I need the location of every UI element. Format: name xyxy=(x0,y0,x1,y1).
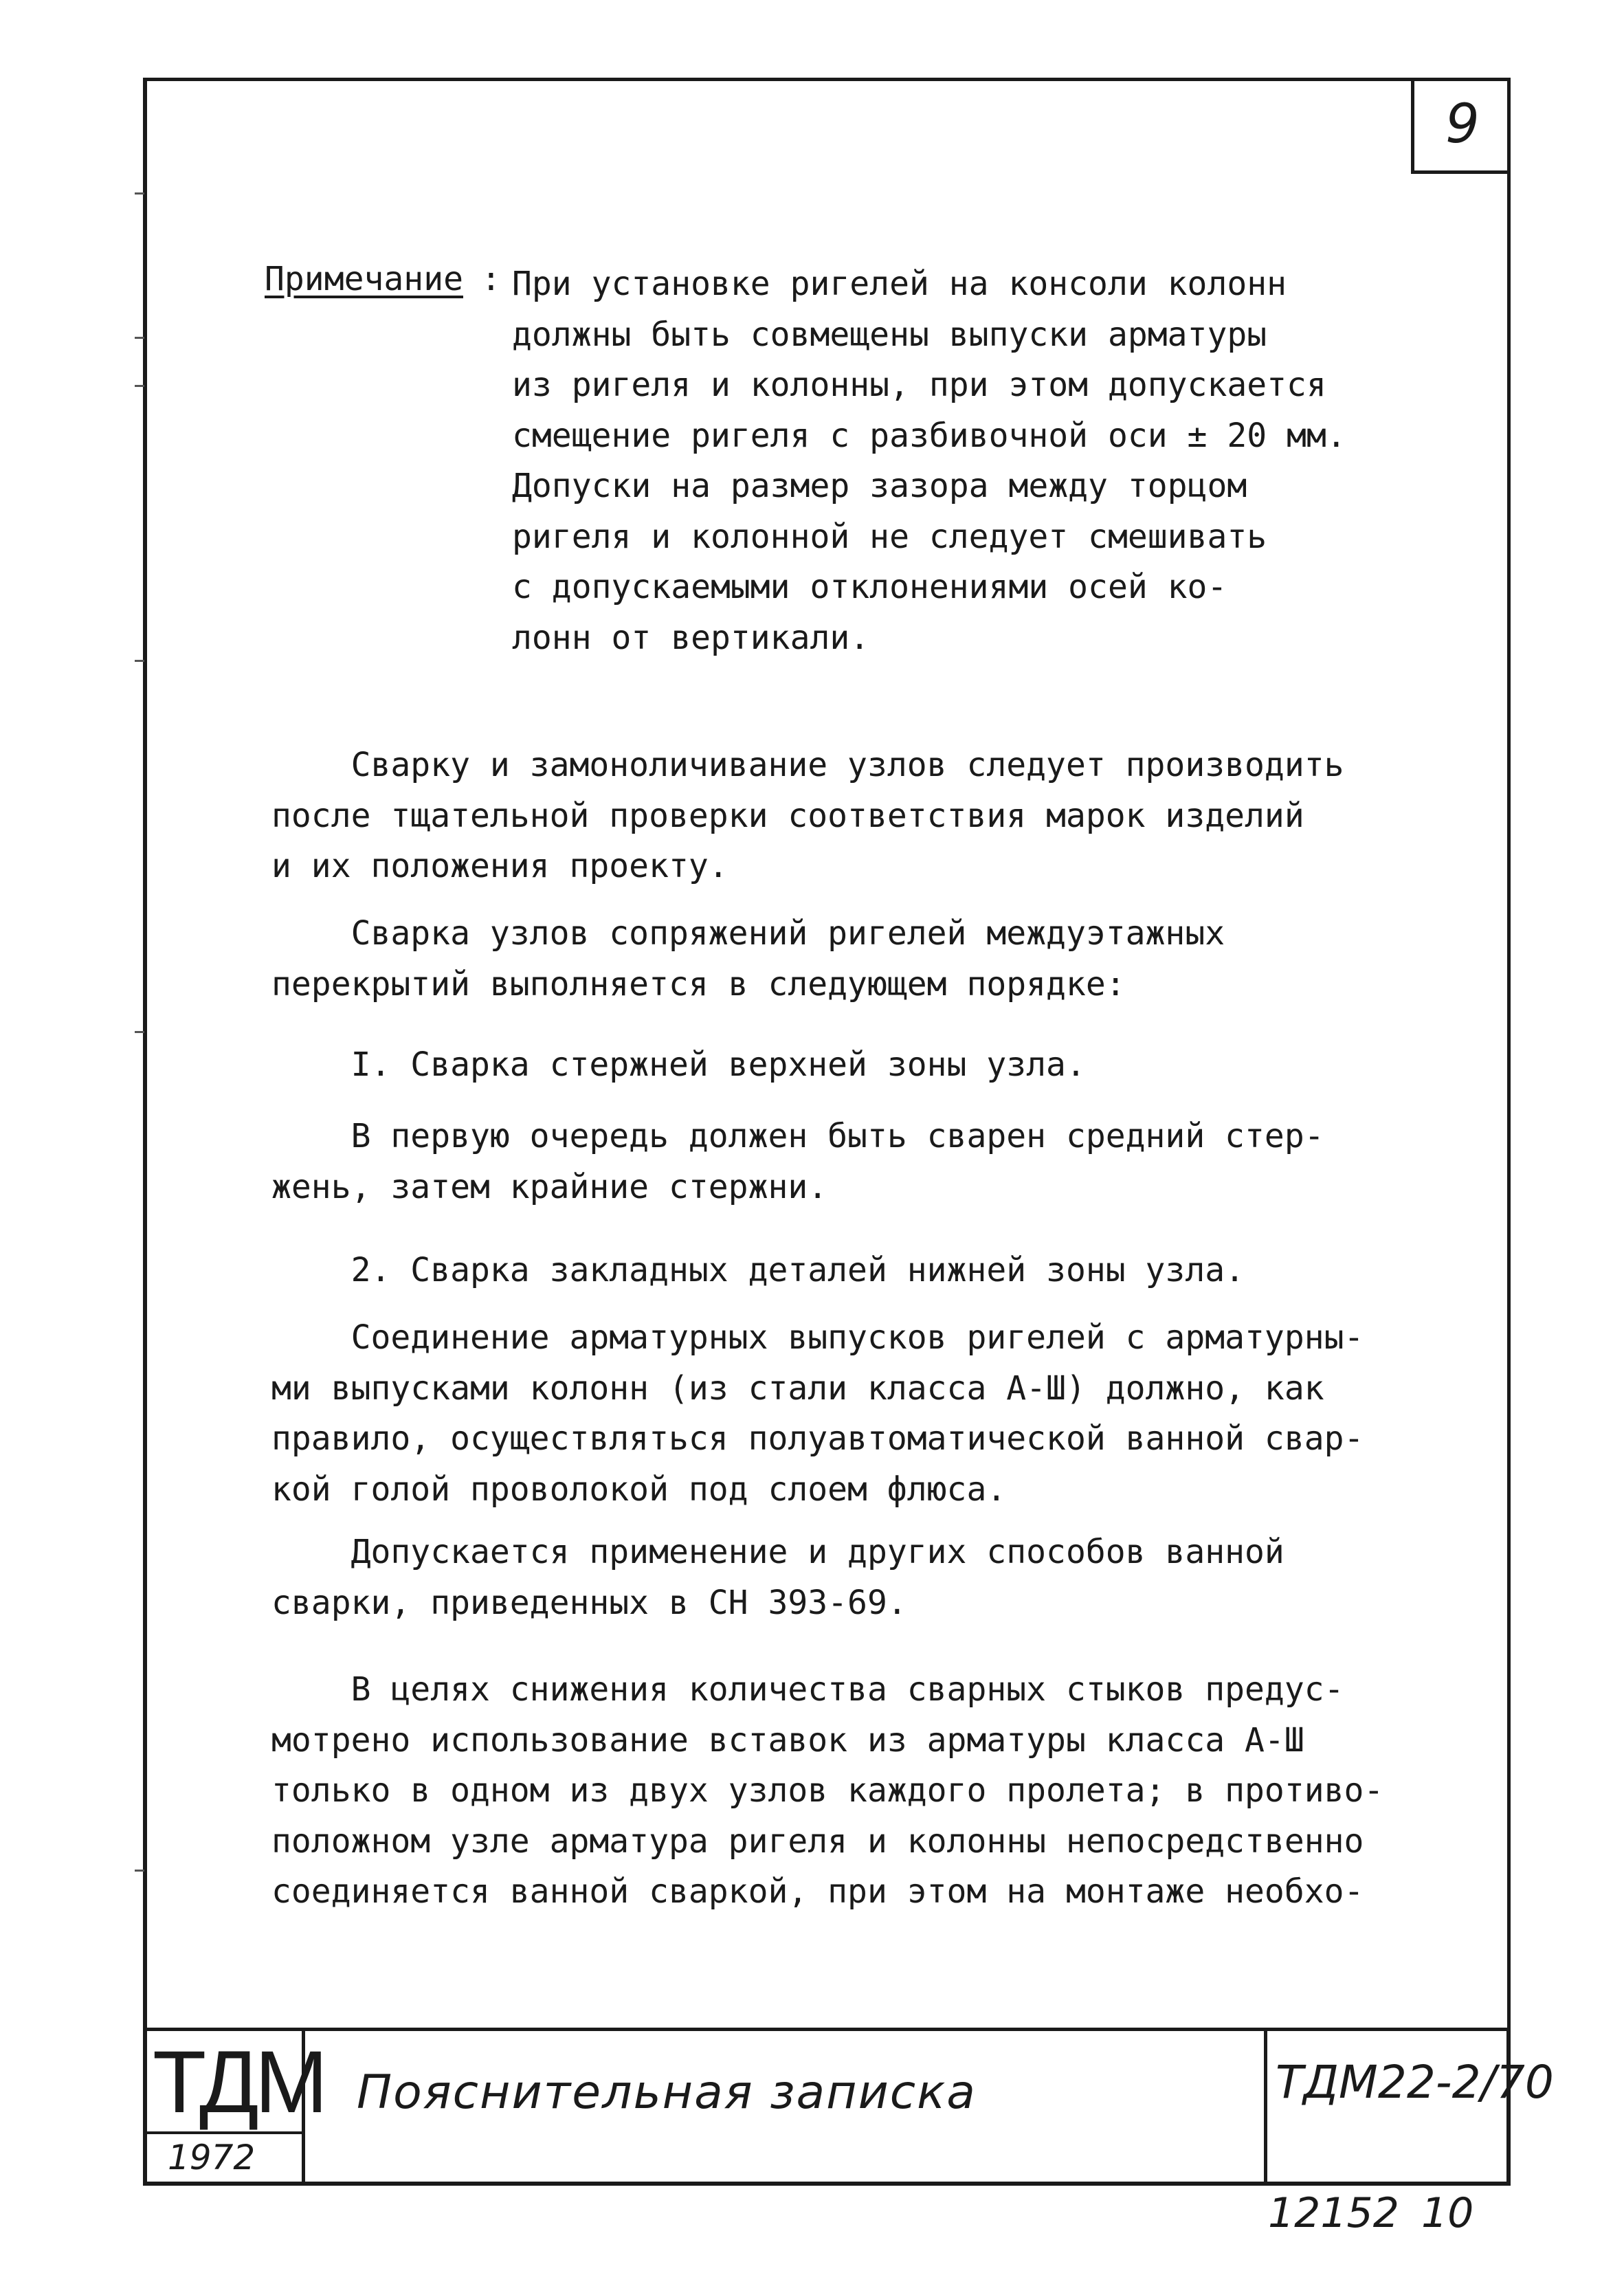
note-label: Примечание xyxy=(265,260,463,298)
year: 1972 xyxy=(168,2138,256,2177)
paragraph-other-methods: Допускается применение и других способов ванной сварки, приведенных в СН 393-69. xyxy=(271,1533,1284,1622)
organization-logo: ТДМ xyxy=(153,2033,324,2131)
paragraph-middle-bar: В первую очередь должен быть сварен средний стер- жень, затем крайние стержни. xyxy=(271,1117,1324,1206)
document-code: ТДМ22-2/70 xyxy=(1276,2056,1554,2109)
paragraph-step-2: 2. Сварка закладных деталей нижней зоны узла. xyxy=(271,1251,1245,1289)
binding-mark xyxy=(135,192,144,195)
paragraph-connection: Соединение арматурных выпусков ригелей с арматурны- ми выпусками колонн (из стали класса А-Ш) должно, как правило, осуществляться полуавтоматической ванной свар- кой голой проволокой под слоем флюса. xyxy=(271,1318,1364,1509)
note-colon: : xyxy=(481,260,501,298)
inventory-number: 12152 xyxy=(1268,2189,1399,2237)
binding-mark xyxy=(135,1031,144,1033)
sheet-number: 9 xyxy=(1411,78,1511,174)
binding-mark xyxy=(135,385,144,387)
title-block-logo-cell xyxy=(147,2031,324,2182)
paragraph-step-1: I. Сварка стержней верхней зоны узла. xyxy=(271,1045,1086,1084)
footer-page-number: 10 xyxy=(1421,2189,1474,2237)
binding-mark xyxy=(135,337,144,339)
binding-mark xyxy=(135,1870,144,1872)
logo-divider xyxy=(147,2131,302,2134)
title-block-code-cell xyxy=(1264,2031,1554,2182)
paragraph-welding-sequence: Сварка узлов сопряжений ригелей междуэтажных перекрытий выполняется в следующем порядке: xyxy=(271,914,1225,1004)
paragraph-welding-order: Сварку и замоноличивание узлов следует производить после тщательной проверки соответствия марок изделий и их положения проекту. xyxy=(271,746,1344,885)
title-block xyxy=(143,2028,1554,2186)
document-title: Пояснительная записка xyxy=(357,2065,977,2120)
note-text: При установке ригелей на консоли колонн должны быть совмещены выпуски арматуры из ригеля и колонны, при этом допускается смещение ригеля с разбивочной оси ± 20 мм. Допуски на размер зазора между торцом ригеля и колонной не следует смешивать с допускаемыми отклонениями осей ко- лонн от вертикали. xyxy=(512,265,1346,657)
binding-mark xyxy=(135,660,144,662)
paragraph-inserts: В целях снижения количества сварных стыков предус- мотрено использование вставок из арматуры класса А-Ш только в одном из двух узлов каждого пролета; в противо- положном узле арматура ригеля и колонны непосредственно соединяется ванной сваркой, при этом на монтаже необхо- xyxy=(271,1670,1384,1911)
